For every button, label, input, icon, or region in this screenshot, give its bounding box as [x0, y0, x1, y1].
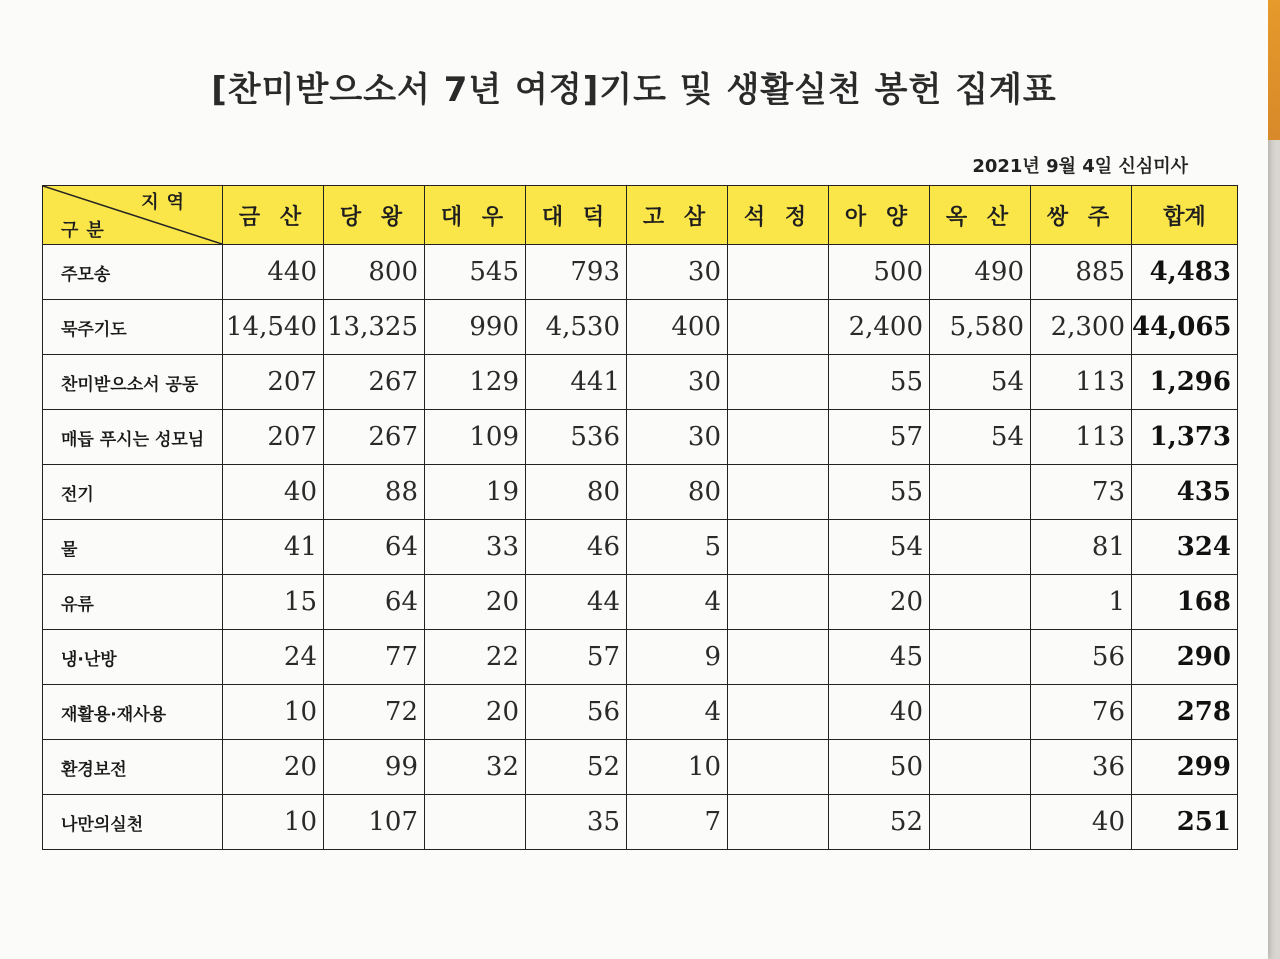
row-total-cell: 1,373 — [1132, 410, 1238, 465]
table-cell: 2,300 — [1031, 300, 1132, 355]
row-label: 전기 — [43, 465, 223, 520]
table-cell: 490 — [930, 245, 1031, 300]
table-cell: 30 — [627, 355, 728, 410]
table-cell: 30 — [627, 245, 728, 300]
table-cell — [728, 355, 829, 410]
table-cell: 57 — [829, 410, 930, 465]
row-label: 주모송 — [43, 245, 223, 300]
table-cell: 15 — [223, 575, 324, 630]
table-cell: 1 — [1031, 575, 1132, 630]
table-cell: 45 — [829, 630, 930, 685]
table-cell: 2,400 — [829, 300, 930, 355]
tally-table — [42, 185, 1238, 850]
region-header: 쌍 주 — [1031, 186, 1132, 245]
table-cell: 14,540 — [223, 300, 324, 355]
table-cell: 7 — [627, 795, 728, 850]
region-axis-label: 지역 — [141, 192, 192, 213]
table-cell: 88 — [324, 465, 425, 520]
table-cell: 80 — [526, 465, 627, 520]
document-title: [찬미받으소서 7년 여정]기도 및 생활실천 봉헌 집계표 — [211, 70, 1057, 110]
table-cell: 41 — [223, 520, 324, 575]
row-total-cell: 299 — [1132, 740, 1238, 795]
table-cell — [930, 795, 1031, 850]
table-cell: 885 — [1031, 245, 1132, 300]
table-cell: 4 — [627, 575, 728, 630]
table-cell — [728, 300, 829, 355]
table-cell — [728, 685, 829, 740]
table-cell: 129 — [425, 355, 526, 410]
table-row — [43, 355, 1238, 410]
table-cell — [728, 630, 829, 685]
table-cell: 40 — [1031, 795, 1132, 850]
table-cell: 107 — [324, 795, 425, 850]
region-header: 금 산 — [223, 186, 324, 245]
region-header: 대 덕 — [526, 186, 627, 245]
table-body — [43, 245, 1238, 850]
table-cell: 113 — [1031, 355, 1132, 410]
document-date: 2021년 9월 4일 신심미사 — [972, 156, 1188, 177]
table-cell: 20 — [829, 575, 930, 630]
row-label: 묵주기도 — [43, 300, 223, 355]
row-total-cell: 324 — [1132, 520, 1238, 575]
row-total-cell: 251 — [1132, 795, 1238, 850]
table-cell: 500 — [829, 245, 930, 300]
table-cell: 440 — [223, 245, 324, 300]
table-cell: 57 — [526, 630, 627, 685]
table-row — [43, 630, 1238, 685]
table-cell: 22 — [425, 630, 526, 685]
table-cell: 4,530 — [526, 300, 627, 355]
table-cell — [728, 410, 829, 465]
table-cell: 109 — [425, 410, 526, 465]
row-label: 유류 — [43, 575, 223, 630]
region-header: 아 양 — [829, 186, 930, 245]
table-cell: 81 — [1031, 520, 1132, 575]
table-cell: 267 — [324, 410, 425, 465]
table-cell: 52 — [829, 795, 930, 850]
table-cell: 54 — [829, 520, 930, 575]
table-cell: 4 — [627, 685, 728, 740]
table-cell: 20 — [223, 740, 324, 795]
table-cell: 19 — [425, 465, 526, 520]
row-label: 냉·난방 — [43, 630, 223, 685]
table-cell: 40 — [223, 465, 324, 520]
table-row — [43, 410, 1238, 465]
table-cell: 793 — [526, 245, 627, 300]
table-cell: 207 — [223, 410, 324, 465]
region-header: 당 왕 — [324, 186, 425, 245]
category-axis-label: 구분 — [61, 220, 112, 241]
table-cell: 35 — [526, 795, 627, 850]
table-cell — [930, 740, 1031, 795]
table-cell: 10 — [223, 685, 324, 740]
table-cell: 73 — [1031, 465, 1132, 520]
row-total-cell: 4,483 — [1132, 245, 1238, 300]
row-label: 나만의실천 — [43, 795, 223, 850]
table-cell — [930, 685, 1031, 740]
table-cell: 56 — [526, 685, 627, 740]
table-cell: 36 — [1031, 740, 1132, 795]
corner-header-cell — [43, 186, 223, 245]
region-header: 옥 산 — [930, 186, 1031, 245]
region-header: 고 삼 — [627, 186, 728, 245]
row-total-cell: 278 — [1132, 685, 1238, 740]
table-cell: 267 — [324, 355, 425, 410]
table-cell — [425, 795, 526, 850]
table-cell: 5 — [627, 520, 728, 575]
row-label: 환경보전 — [43, 740, 223, 795]
table-cell — [728, 795, 829, 850]
row-total-cell: 1,296 — [1132, 355, 1238, 410]
table-cell: 536 — [526, 410, 627, 465]
row-label: 찬미받으소서 공동 — [43, 355, 223, 410]
row-total-cell: 290 — [1132, 630, 1238, 685]
table-cell: 24 — [223, 630, 324, 685]
table-cell: 72 — [324, 685, 425, 740]
row-total-cell: 435 — [1132, 465, 1238, 520]
table-cell: 400 — [627, 300, 728, 355]
table-cell: 44 — [526, 575, 627, 630]
table-cell: 52 — [526, 740, 627, 795]
table-cell: 77 — [324, 630, 425, 685]
table-row — [43, 740, 1238, 795]
table-cell: 20 — [425, 575, 526, 630]
table-cell — [728, 520, 829, 575]
table-cell — [930, 575, 1031, 630]
region-header: 석 정 — [728, 186, 829, 245]
table-row — [43, 575, 1238, 630]
table-cell — [728, 245, 829, 300]
table-cell: 80 — [627, 465, 728, 520]
table-cell — [930, 630, 1031, 685]
table-cell: 76 — [1031, 685, 1132, 740]
table-cell: 441 — [526, 355, 627, 410]
table-cell: 800 — [324, 245, 425, 300]
table-cell — [930, 465, 1031, 520]
table-cell: 99 — [324, 740, 425, 795]
total-header: 합계 — [1132, 186, 1238, 245]
table-cell: 113 — [1031, 410, 1132, 465]
table-cell: 46 — [526, 520, 627, 575]
row-label: 재활용·재사용 — [43, 685, 223, 740]
table-cell: 55 — [829, 465, 930, 520]
table-cell: 10 — [223, 795, 324, 850]
table-cell: 64 — [324, 520, 425, 575]
table-cell: 54 — [930, 410, 1031, 465]
table-cell: 54 — [930, 355, 1031, 410]
table-header — [43, 186, 1238, 245]
table-cell: 50 — [829, 740, 930, 795]
table-cell: 5,580 — [930, 300, 1031, 355]
table-cell: 207 — [223, 355, 324, 410]
row-label: 매듭 푸시는 성모님 — [43, 410, 223, 465]
table-row — [43, 465, 1238, 520]
table-cell: 9 — [627, 630, 728, 685]
table-cell — [728, 740, 829, 795]
row-total-cell: 44,065 — [1132, 300, 1238, 355]
table-cell: 40 — [829, 685, 930, 740]
table-row — [43, 245, 1238, 300]
header-row — [43, 186, 1238, 245]
row-total-cell: 168 — [1132, 575, 1238, 630]
table-cell: 10 — [627, 740, 728, 795]
table-cell — [728, 465, 829, 520]
table-cell — [728, 575, 829, 630]
table-cell: 30 — [627, 410, 728, 465]
table-cell: 13,325 — [324, 300, 425, 355]
table-cell: 20 — [425, 685, 526, 740]
table-row — [43, 300, 1238, 355]
row-label: 물 — [43, 520, 223, 575]
region-header: 대 우 — [425, 186, 526, 245]
table-row — [43, 685, 1238, 740]
table-cell: 55 — [829, 355, 930, 410]
table-cell: 33 — [425, 520, 526, 575]
table-cell: 56 — [1031, 630, 1132, 685]
table-row — [43, 795, 1238, 850]
table-row — [43, 520, 1238, 575]
background-edge — [1268, 0, 1280, 140]
table-cell: 32 — [425, 740, 526, 795]
table-cell: 990 — [425, 300, 526, 355]
table-cell: 545 — [425, 245, 526, 300]
table-cell — [930, 520, 1031, 575]
table-cell: 64 — [324, 575, 425, 630]
